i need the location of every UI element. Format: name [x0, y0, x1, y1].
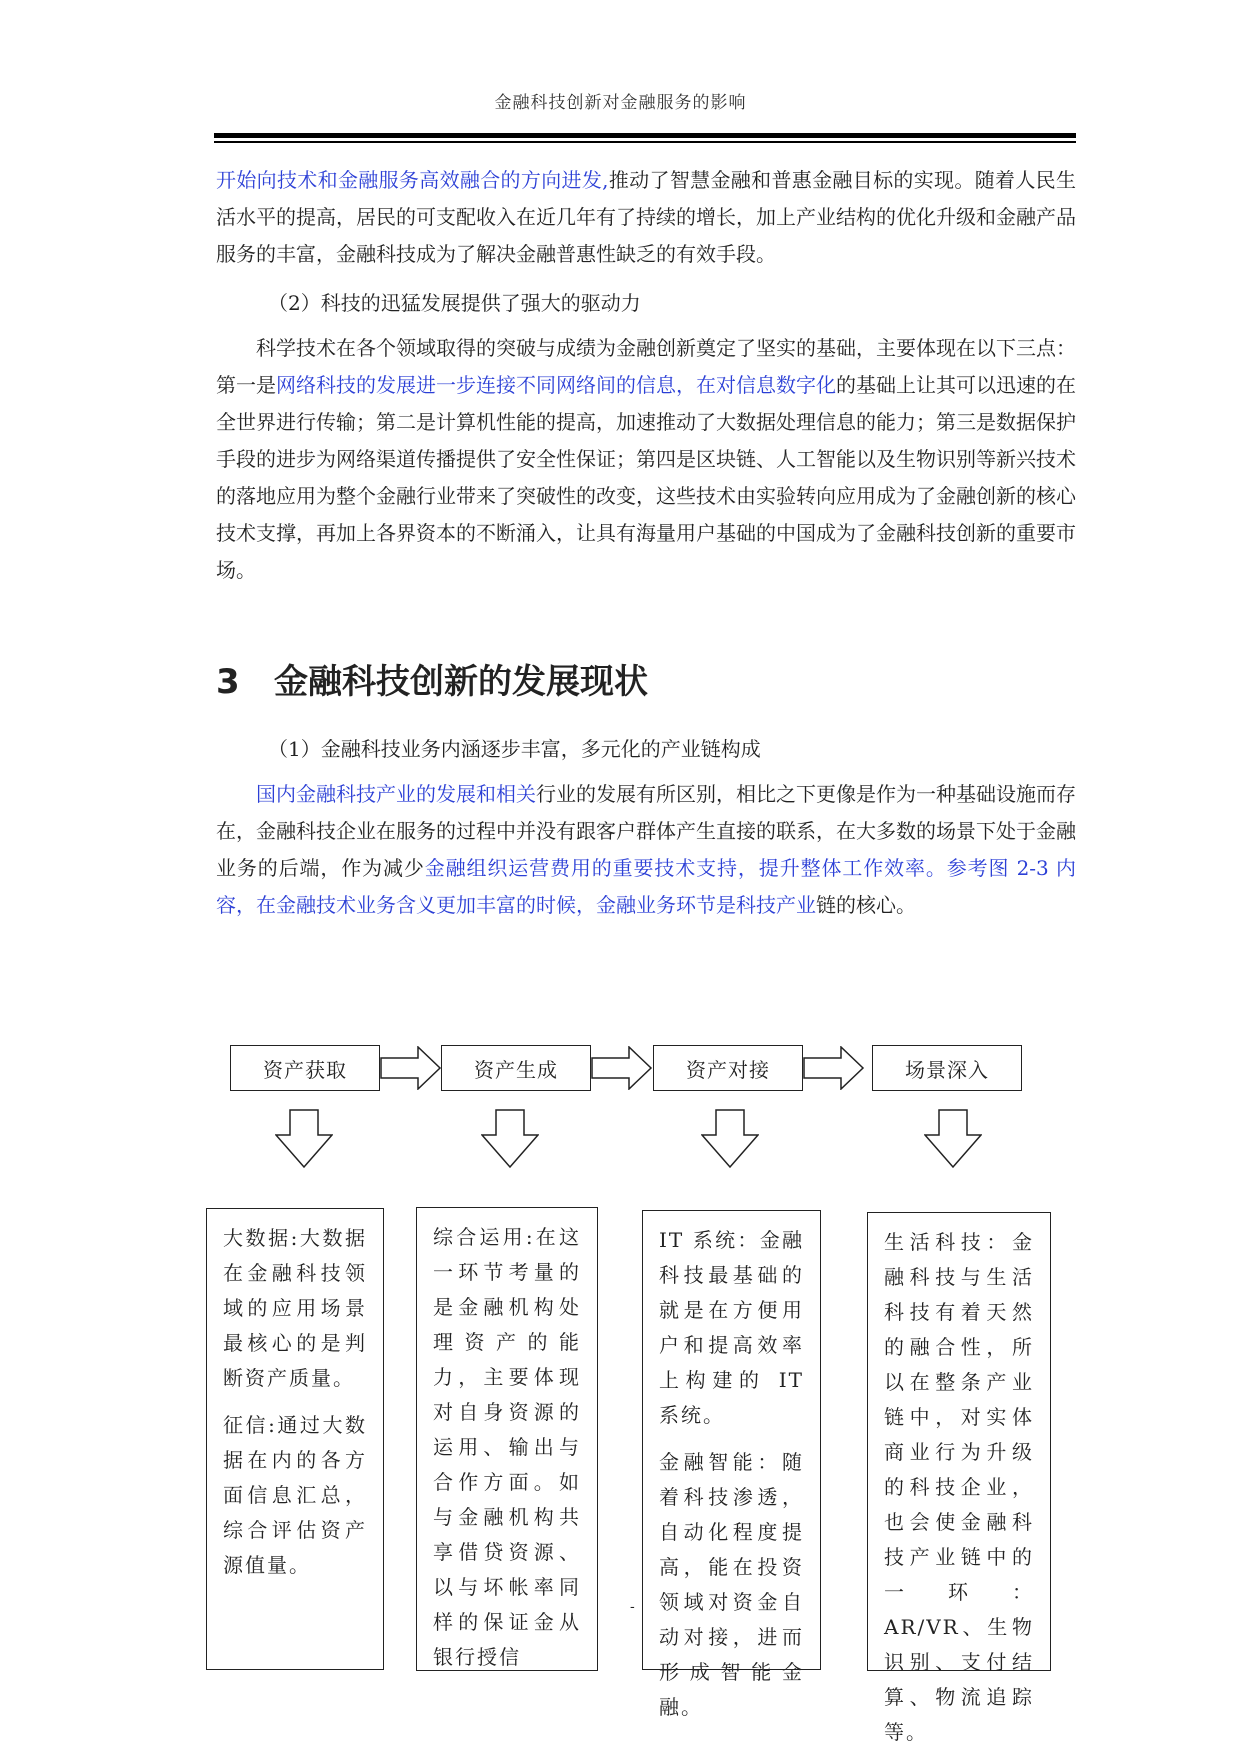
- right-arrow-icon: [591, 1046, 653, 1090]
- flow-step-scenario: 场景深入: [872, 1045, 1022, 1091]
- paragraph-3-text-b: 链的核心。: [816, 893, 916, 917]
- down-arrow-icon: [275, 1109, 333, 1169]
- header-rule-thin: [214, 141, 1076, 143]
- detail-text: 生活科技：金融科技与生活科技有着天然的融合性，所以在整条产业链中，对实体商业行为升级的科技企业，也会使金融科技产业链中的一环：AR/VR、生物识别、支付结算、物流追踪等。: [884, 1230, 1034, 1744]
- detail-text: 综合运用:在这一环节考量的是金融机构处理资产的能力，主要体现对自身资源的运用、输出与合作方面。如与金融机构共享借贷资源、以与坏帐率同样的保证金从银行授信: [433, 1225, 581, 1669]
- flow-detail-generate: [416, 1207, 598, 1671]
- right-arrow-icon: [380, 1046, 442, 1090]
- paragraph-2: [216, 330, 1076, 589]
- paragraph-3: [216, 776, 1076, 924]
- section-title: 金融科技创新的发展现状: [274, 662, 648, 702]
- running-header: 金融科技创新对金融服务的影响: [494, 93, 747, 113]
- paragraph-1: [216, 162, 1076, 273]
- right-arrow-icon: [803, 1046, 865, 1090]
- paragraph-1-text: 推动了智慧金融和普惠金融目标的实现。随着人民生活水平的提高，居民的可支配收入在近几年有了持续的增长，加上产业结构的优化升级和金融产品服务的丰富，金融科技成为了解决金融普惠性缺乏的有效手段。: [216, 168, 1077, 266]
- down-arrow-icon: [481, 1109, 539, 1169]
- detail-text: 金融智能：随着科技渗透，自动化程度提高，能在投资领域对资金自动对接，进而形成智能金融。: [659, 1450, 804, 1719]
- detail-text: 征信:通过大数据在内的各方面信息汇总，综合评估资产源值量。: [223, 1413, 367, 1577]
- section-number: 3: [216, 662, 240, 702]
- flow-step-generate: 资产生成: [441, 1045, 591, 1091]
- detail-text: IT 系统：金融科技最基础的就是在方便用户和提高效率上构建的 IT 系统。: [659, 1228, 804, 1427]
- header-rule-thick: [214, 133, 1076, 138]
- subheading-1: （1）金融科技业务内涵逐步丰富，多元化的产业链构成: [268, 737, 761, 761]
- flow-detail-acquire: [206, 1208, 384, 1670]
- detail-text: 大数据:大数据在金融科技领域的应用场景最核心的是判断资产质量。: [223, 1226, 367, 1390]
- paragraph-2-link[interactable]: 网络科技的发展进一步连接不同网络间的信息，在对信息数字化: [276, 373, 836, 397]
- paragraph-3-link-1[interactable]: 国内金融科技产业的发展和相关: [256, 782, 536, 806]
- flow-step-match: 资产对接: [653, 1045, 803, 1091]
- subheading-2: （2）科技的迅猛发展提供了强大的驱动力: [268, 291, 641, 315]
- paragraph-3-link-2[interactable]: 金融组织运营费用的重要技术支持，提升整体工作效率。参考图 2-3 内容，在金融技术业务含义更加丰富的时候，金融业务环节是科技产业: [216, 856, 1077, 917]
- down-arrow-icon: [924, 1109, 982, 1169]
- down-arrow-icon: [701, 1109, 759, 1169]
- stray-mark: -: [630, 1599, 635, 1615]
- paragraph-2-text-a: 科学技术在各个领域取得的突破与成绩为金融创新奠定了坚实的基础，主要体现在以下三点：第一是: [216, 336, 1076, 397]
- paragraph-1-link[interactable]: 开始向技术和金融服务高效融合的方向进发,: [216, 168, 609, 192]
- paragraph-3-text-a: 行业的发展有所区别，相比之下更像是作为一种基础设施而存在，金融科技企业在服务的过程中并没有跟客户群体产生直接的联系，在大多数的场景下处于金融业务的后端，作为减少: [216, 782, 1076, 880]
- paragraph-2-text-b: 的基础上让其可以迅速的在全世界进行传输；第二是计算机性能的提高，加速推动了大数据处理信息的能力；第三是数据保护手段的进步为网络渠道传播提供了安全性保证；第四是区块链、人工智能以及生物识别等新兴技术的落地应用为整个金融行业带来了突破性的改变，这些技术由实验转向应用成为了金融创新的核心技术支撑，再加上各界资本的不断涌入，让具有海量用户基础的中国成为了金融科技创新的重要市场。: [216, 373, 1076, 582]
- flow-detail-scenario: [867, 1212, 1051, 1744]
- section-heading: [216, 654, 648, 703]
- flow-detail-match: [642, 1210, 821, 1719]
- flow-step-acquire: 资产获取: [230, 1045, 380, 1091]
